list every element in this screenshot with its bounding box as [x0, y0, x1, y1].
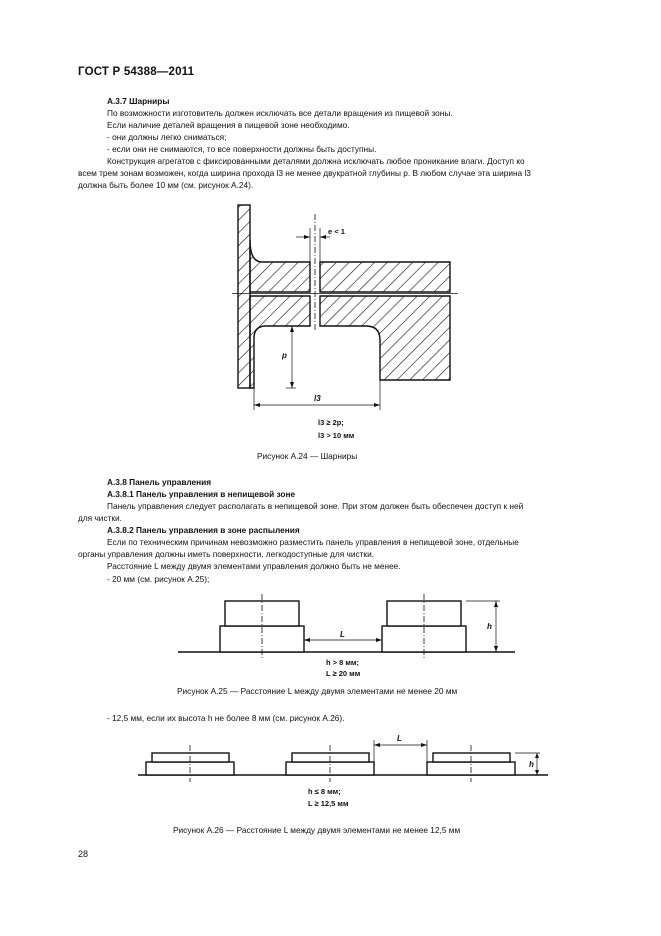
condition-text: L ≥ 12,5 мм	[308, 799, 349, 808]
label-p: p	[282, 351, 287, 360]
paragraph: органы управления должны иметь поверхности, легкодоступные для чистки.	[78, 549, 375, 559]
bullet-item: - 20 мм (см. рисунок А.25);	[107, 574, 210, 584]
condition-text: L ≥ 20 мм	[326, 669, 361, 678]
label-L: L	[340, 630, 345, 639]
paragraph: По возможности изготовитель должен исключать все детали вращения из пищевой зоны.	[107, 108, 453, 118]
condition-text: h > 8 мм;	[326, 658, 359, 667]
label-l3: l3	[314, 394, 321, 403]
label-L: L	[397, 734, 402, 743]
bullet-item: - они должны легко сниматься;	[107, 132, 227, 142]
bullet-item: - если они не снимаются, то все поверхности должны быть доступны.	[107, 144, 377, 154]
section-heading-a38: А.3.8 Панель управления	[107, 477, 212, 487]
label-h: h	[487, 622, 492, 631]
paragraph: всем трем зонам возможен, когда ширина прохода l3 не менее двукратной глубины p. В любом случае эта ширина l3	[78, 168, 531, 178]
label-e: e < 1	[328, 227, 345, 236]
paragraph: для чистки.	[78, 513, 122, 523]
figure-caption: Рисунок А.26 — Расстояние L между двумя элементами не менее 12,5 мм	[173, 825, 461, 835]
condition-text: l3 > 10 мм	[318, 431, 355, 440]
subsection-heading: А.3.8.1 Панель управления в непищевой зоне	[107, 489, 296, 499]
paragraph: должна быть более 10 мм (см. рисунок А.24).	[78, 180, 254, 190]
condition-text: h ≤ 8 мм;	[308, 787, 341, 796]
paragraph: Если наличие деталей вращения в пищевой зоне необходимо.	[107, 120, 350, 130]
document-header: ГОСТ Р 54388—2011	[78, 66, 195, 78]
paragraph: Панель управления следует располагать в непищевой зоне. При этом должен быть обеспечен доступ к ней	[107, 501, 524, 511]
page-number: 28	[78, 849, 89, 859]
section-heading-a37: А.3.7 Шарниры	[107, 96, 170, 106]
subsection-heading: А.3.8.2 Панель управления в зоне распыления	[107, 525, 300, 535]
figure-caption: Рисунок А.25 — Расстояние L между двумя элементами не менее 20 мм	[177, 686, 458, 696]
paragraph: Если по техническим причинам невозможно разместить панель управления в непищевой зоне, отдельные	[107, 537, 519, 547]
paragraph: Конструкция агрегатов с фиксированными деталями должна исключать любое проникание влаги. Доступ ко	[107, 156, 525, 166]
bullet-item: - 12,5 мм, если их высота h не более 8 мм (см. рисунок А.26).	[107, 713, 345, 723]
label-h: h	[529, 760, 534, 769]
paragraph: Расстояние L между двумя элементами управления должно быть не менее.	[107, 561, 401, 571]
figure-caption: Рисунок А.24 — Шарниры	[257, 451, 358, 461]
condition-text: l3 ≥ 2p;	[318, 418, 344, 427]
